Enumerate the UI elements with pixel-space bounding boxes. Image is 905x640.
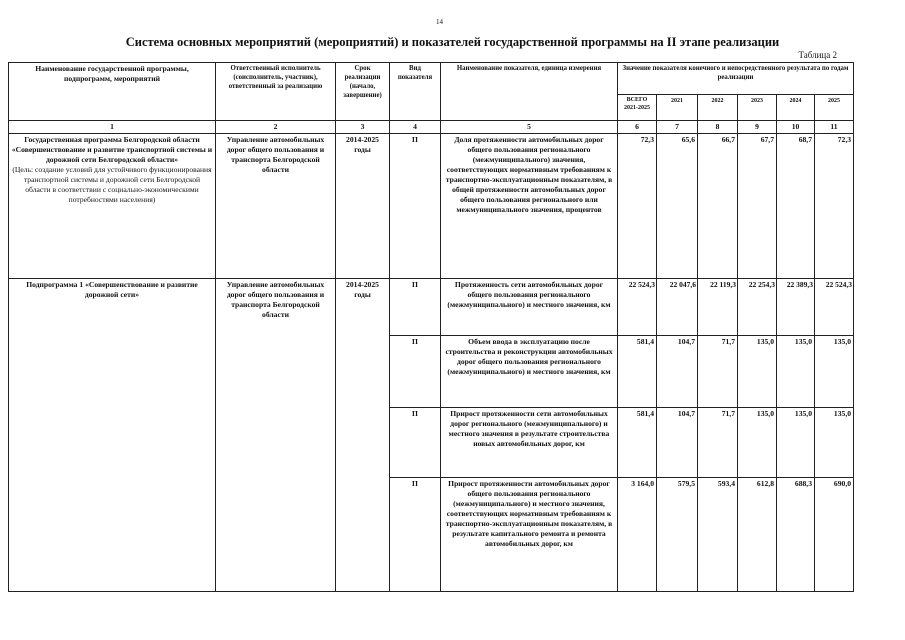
indicator-name: Протяженность сети автомобильных дорог общего пользования регионального (межмуниципального) и местного значения, км bbox=[441, 279, 618, 336]
value-2025: 135,0 bbox=[815, 408, 854, 478]
value-2021: 65,6 bbox=[657, 134, 698, 279]
value-2023: 612,8 bbox=[738, 478, 777, 592]
column-number: 5 bbox=[441, 121, 618, 134]
page-number: 14 bbox=[436, 18, 443, 26]
column-number: 6 bbox=[618, 121, 657, 134]
column-number: 4 bbox=[390, 121, 441, 134]
value-2021: 579,5 bbox=[657, 478, 698, 592]
value-2024: 68,7 bbox=[777, 134, 815, 279]
header-year-2023: 2023 bbox=[738, 95, 777, 121]
value-2022: 66,7 bbox=[698, 134, 738, 279]
value-2024: 135,0 bbox=[777, 408, 815, 478]
header-name: Наименование государственной программы, подпрограмм, мероприятий bbox=[9, 63, 216, 121]
value-2022: 71,7 bbox=[698, 408, 738, 478]
value-2021: 104,7 bbox=[657, 336, 698, 408]
column-number: 8 bbox=[698, 121, 738, 134]
value-2021: 22 047,6 bbox=[657, 279, 698, 336]
column-number: 7 bbox=[657, 121, 698, 134]
value-2024: 135,0 bbox=[777, 336, 815, 408]
header-indicator: Наименование показателя, единица измерения bbox=[441, 63, 618, 121]
table-row bbox=[9, 134, 854, 279]
subprogram-section bbox=[9, 279, 854, 592]
value-total: 72,3 bbox=[618, 134, 657, 279]
header-year-2021: 2021 bbox=[657, 95, 698, 121]
indicator-name: Прирост протяженности сети автомобильных дорог регионального (межмуниципального) и местного значения в результате строительства новых автомобильных дорог, км bbox=[441, 408, 618, 478]
value-2023: 135,0 bbox=[738, 408, 777, 478]
column-number: 11 bbox=[815, 121, 854, 134]
implementation-term: 2014-2025 годы bbox=[336, 134, 390, 279]
value-2022: 71,7 bbox=[698, 336, 738, 408]
header-responsible: Ответственный исполнитель (соисполнитель, участник), ответственный за реализацию bbox=[216, 63, 336, 121]
subprogram-cell bbox=[9, 279, 216, 592]
indicators-table bbox=[8, 62, 854, 592]
header-year-2022: 2022 bbox=[698, 95, 738, 121]
indicator-name: Доля протяженности автомобильных дорог общего пользования регионального (межмуниципального) значения, соответствующих нормативным требованиям к транспортно-эксплуатационным показателям, в общей протяженности автомобильных дорог общего пользования регионального или межмуниципального значения, процентов bbox=[441, 134, 618, 279]
program-goal: (Цель: создание условий для устойчивого функционирования транспортной системы и дорожной сети Белгородской области в соответствии с социально-экономическими потребностями населения) bbox=[12, 165, 212, 204]
state-program-section bbox=[9, 134, 854, 279]
header-kind: Вид показателя bbox=[390, 63, 441, 121]
column-number: 3 bbox=[336, 121, 390, 134]
value-total: 581,4 bbox=[618, 336, 657, 408]
value-2022: 22 119,3 bbox=[698, 279, 738, 336]
column-number: 2 bbox=[216, 121, 336, 134]
header-term: Срок реализации (начало, завершение) bbox=[336, 63, 390, 121]
value-2023: 135,0 bbox=[738, 336, 777, 408]
indicator-name: Объем ввода в эксплуатацию после строительства и реконструкции автомобильных дорог общего пользования регионального (межмуниципального) и местного значения, км bbox=[441, 336, 618, 408]
table-label: Таблица 2 bbox=[798, 50, 837, 60]
value-2021: 104,7 bbox=[657, 408, 698, 478]
indicator-kind: П bbox=[390, 279, 441, 336]
value-total: 3 164,0 bbox=[618, 478, 657, 592]
value-2023: 67,7 bbox=[738, 134, 777, 279]
responsible-executor: Управление автомобильных дорог общего пользования и транспорта Белгородской области bbox=[216, 279, 336, 592]
indicator-kind: П bbox=[390, 134, 441, 279]
indicator-name: Прирост протяженности автомобильных дорог общего пользования регионального (межмуниципального) и местного значения, соответствующих нормативным требованиям к транспортно-эксплуатационным показателям, в результате капитального ремонта и ремонта автомобильных дорог, км bbox=[441, 478, 618, 592]
column-number: 1 bbox=[9, 121, 216, 134]
value-2023: 22 254,3 bbox=[738, 279, 777, 336]
responsible-executor: Управление автомобильных дорог общего пользования и транспорта Белгородской области bbox=[216, 134, 336, 279]
column-number: 9 bbox=[738, 121, 777, 134]
table-header bbox=[9, 63, 854, 134]
value-2025: 690,0 bbox=[815, 478, 854, 592]
table-row bbox=[9, 279, 854, 336]
value-total: 581,4 bbox=[618, 408, 657, 478]
implementation-term: 2014-2025 годы bbox=[336, 279, 390, 592]
subprogram-title: Подпрограмма 1 «Совершенствование и развитие дорожной сети» bbox=[26, 280, 198, 299]
value-total: 22 524,3 bbox=[618, 279, 657, 336]
program-cell bbox=[9, 134, 216, 279]
indicator-kind: П bbox=[390, 478, 441, 592]
indicator-kind: П bbox=[390, 336, 441, 408]
value-2025: 135,0 bbox=[815, 336, 854, 408]
value-2024: 22 389,3 bbox=[777, 279, 815, 336]
value-2025: 22 524,3 bbox=[815, 279, 854, 336]
column-number: 10 bbox=[777, 121, 815, 134]
header-values-group: Значение показателя конечного и непосредственного результата по годам реализации bbox=[618, 63, 854, 95]
document-title: Система основных мероприятий (мероприятий) и показателей государственной программы на II этапе реализации bbox=[125, 35, 780, 49]
indicator-kind: П bbox=[390, 408, 441, 478]
header-total: ВСЕГО 2021-2025 bbox=[618, 95, 657, 121]
program-title: Государственная программа Белгородской области «Совершенствование и развитие транспортной системы и дорожной сети Белгородской области» bbox=[11, 135, 213, 164]
header-year-2025: 2025 bbox=[815, 95, 854, 121]
value-2022: 593,4 bbox=[698, 478, 738, 592]
value-2024: 688,3 bbox=[777, 478, 815, 592]
value-2025: 72,3 bbox=[815, 134, 854, 279]
header-year-2024: 2024 bbox=[777, 95, 815, 121]
